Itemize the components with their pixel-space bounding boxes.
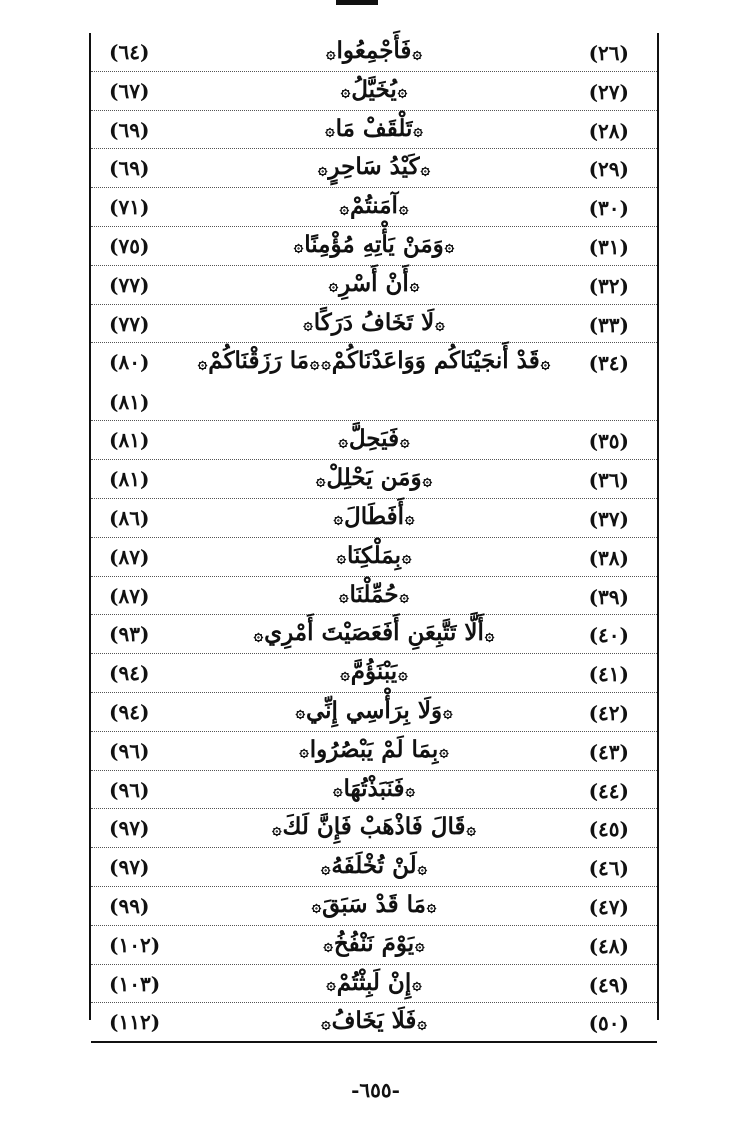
table-row (91, 343, 657, 421)
ornament-bracket-icon: ۞ (399, 586, 409, 606)
entry-number: (٤٣) (588, 739, 629, 764)
quranic-word (91, 309, 657, 336)
table-row (91, 111, 657, 150)
table-row (91, 965, 657, 1004)
top-rule-mark (336, 0, 378, 5)
page-reference: (٨٦) (109, 505, 150, 530)
entry-number: (٣٢) (588, 273, 629, 298)
entry-number: (٢٩) (588, 157, 629, 182)
quranic-word (91, 736, 657, 763)
ornament-bracket-icon: ۞ (339, 197, 350, 217)
page-reference: (٨١) (109, 390, 150, 415)
entry-number: (٤٢) (588, 700, 629, 725)
page-reference: (٩٧) (109, 855, 150, 880)
word-text: إِنْ لَبِثْتُمْ (336, 968, 412, 996)
word-text: أَفَطَالَ (344, 502, 404, 530)
ornament-bracket-icon: ۞ (197, 352, 208, 372)
table-row (91, 693, 657, 732)
ornament-bracket-icon: ۞ (326, 42, 336, 62)
table-row (91, 615, 657, 654)
word-text: وَمَن يَحْلِلْ (326, 464, 422, 492)
page-reference: (١١٢) (109, 1010, 161, 1035)
entry-number: (٥٠) (588, 1011, 629, 1036)
entry-number: (٣٠) (588, 196, 629, 221)
entry-number: (٤٥) (588, 817, 629, 842)
word-text: يَبْنَؤُمَّ (350, 658, 398, 686)
ornament-bracket-icon: ۞ (333, 780, 343, 800)
table-row (91, 654, 657, 693)
word-text: كَيْدُ سَاحِرٍ (328, 153, 420, 181)
entry-number: (٣٤) (588, 351, 629, 376)
ornament-bracket-icon: ۞ (397, 81, 408, 101)
word-text: فَيَحِلَّ (348, 425, 400, 453)
word-text: قَدْ أَنجَيْنَاكُم وَوَاعَدْنَاكُمْ (331, 347, 540, 375)
page-reference: (٨١) (109, 428, 150, 453)
page-reference: (٩٤) (109, 699, 150, 724)
quranic-word (91, 581, 657, 608)
word-text: حُمِّلْنَا (349, 580, 399, 608)
ornament-bracket-icon: ۞ (398, 663, 408, 683)
ornament-bracket-icon: ۞ (415, 935, 425, 955)
ornament-bracket-icon: ۞ (405, 780, 415, 800)
table-row (91, 499, 657, 538)
quranic-word (91, 76, 657, 103)
entry-number: (٣٥) (588, 429, 629, 454)
ornament-bracket-icon: ۞ (310, 352, 320, 372)
entry-number: (٣٣) (588, 312, 629, 337)
word-text: قَالَ فَاذْهَبْ فَإِنَّ لَكَ (282, 813, 466, 841)
index-table (89, 33, 659, 1036)
page-reference: (٨٠) (109, 350, 150, 375)
ornament-bracket-icon: ۞ (318, 158, 328, 178)
ornament-bracket-icon: ۞ (340, 81, 351, 101)
ornament-bracket-icon: ۞ (443, 702, 453, 722)
entry-number: (٣١) (588, 234, 629, 259)
word-text: فَنَبَذْتُهَا (343, 774, 405, 802)
entry-number: (٣٨) (588, 545, 629, 570)
table-row (91, 33, 657, 72)
quranic-word (91, 852, 657, 879)
entry-number: (٤١) (588, 662, 629, 687)
entry-number: (٢٨) (588, 118, 629, 143)
ornament-bracket-icon: ۞ (420, 158, 430, 178)
page-reference: (٦٩) (109, 156, 150, 181)
ornament-bracket-icon: ۞ (293, 236, 304, 256)
ornament-bracket-icon: ۞ (540, 352, 551, 372)
word-text: آمَنتُمْ (350, 192, 398, 220)
quranic-word (91, 697, 657, 724)
entry-number: (٤٧) (588, 894, 629, 919)
ornament-bracket-icon: ۞ (321, 1012, 331, 1032)
table-row (91, 887, 657, 926)
quranic-word (91, 115, 657, 142)
entry-number: (٢٦) (588, 41, 629, 65)
word-text: لَا تَخَافُ دَرَكًا (313, 308, 435, 336)
entry-number: (٣٦) (588, 468, 629, 493)
page-reference: (١٠٢) (109, 932, 161, 957)
page-reference: (٩٣) (109, 622, 150, 647)
quranic-word (91, 192, 657, 219)
ornament-bracket-icon: ۞ (435, 314, 445, 334)
quranic-word (91, 658, 657, 685)
word-text: بِمَا لَمْ يَبْصُرُوا (309, 735, 439, 763)
entry-number: (٤٩) (588, 972, 629, 997)
word-text: فَأَجْمِعُوا (336, 37, 412, 64)
word-text: بِمَلْكِنَا (347, 541, 401, 569)
quranic-word (91, 425, 657, 452)
ornament-bracket-icon: ۞ (295, 702, 305, 722)
word-text: يَوْمَ نَنْفُخُ (333, 929, 415, 957)
ornament-bracket-icon: ۞ (339, 586, 349, 606)
quranic-word (91, 503, 657, 530)
page-reference: (٧٧) (109, 272, 150, 297)
table-row (91, 848, 657, 887)
table-row (91, 188, 657, 227)
ornament-bracket-icon: ۞ (404, 508, 415, 528)
ornament-bracket-icon: ۞ (466, 818, 476, 838)
ornament-bracket-icon: ۞ (272, 818, 282, 838)
quranic-word (91, 464, 657, 491)
ornament-bracket-icon: ۞ (401, 547, 412, 567)
table-row (91, 227, 657, 266)
ornament-bracket-icon: ۞ (484, 624, 495, 644)
quranic-word (91, 37, 657, 64)
table-row (91, 538, 657, 577)
ornament-bracket-icon: ۞ (444, 236, 455, 256)
word-text: تَلْقَفْ مَا (335, 114, 413, 142)
entry-number: (٣٧) (588, 506, 629, 531)
ornament-bracket-icon: ۞ (422, 469, 432, 489)
ornament-bracket-icon: ۞ (409, 275, 420, 295)
table-row (91, 577, 657, 616)
quranic-word (91, 930, 657, 957)
table-row (91, 926, 657, 965)
table-row (91, 1003, 657, 1043)
page-reference: (١٠٣) (109, 971, 161, 996)
word-text: يُخَيَّلُ (351, 75, 397, 103)
page-reference: (٦٧) (109, 78, 150, 103)
entry-number: (٣٩) (588, 584, 629, 609)
quranic-word (91, 1007, 657, 1034)
word-text: أَنْ أَسْرِ (339, 269, 409, 297)
page-reference: (٨٧) (109, 544, 150, 569)
table-row (91, 305, 657, 344)
ornament-bracket-icon: ۞ (439, 741, 449, 761)
table-row (91, 72, 657, 111)
quranic-word (91, 813, 657, 840)
ornament-bracket-icon: ۞ (398, 197, 409, 217)
ornament-bracket-icon: ۞ (320, 857, 331, 877)
table-row (91, 421, 657, 460)
word-text: لَنْ تُخْلَفَهُ (331, 852, 417, 880)
ornament-bracket-icon: ۞ (323, 935, 333, 955)
page-reference: (٩٦) (109, 777, 150, 802)
quranic-word (91, 542, 657, 569)
quranic-word (91, 619, 657, 646)
entry-number: (٤٦) (588, 856, 629, 881)
word-text: مَا قَدْ سَبَقَ (322, 890, 426, 918)
ornament-bracket-icon: ۞ (303, 314, 313, 334)
entry-number: (٤٠) (588, 623, 629, 648)
table-row (91, 771, 657, 810)
page-reference: (٧٥) (109, 233, 150, 258)
table-row (91, 149, 657, 188)
page-reference: (٩٧) (109, 816, 150, 841)
ornament-bracket-icon: ۞ (326, 974, 336, 994)
table-row (91, 809, 657, 848)
ornament-bracket-icon: ۞ (340, 663, 350, 683)
ornament-bracket-icon: ۞ (321, 352, 331, 372)
quranic-word (91, 153, 657, 180)
page-reference: (٦٩) (109, 117, 150, 142)
page-reference: (٧٧) (109, 311, 150, 336)
quranic-word (91, 775, 657, 802)
ornament-bracket-icon: ۞ (325, 120, 335, 140)
ornament-bracket-icon: ۞ (333, 508, 343, 528)
quranic-word (91, 891, 657, 918)
page-reference: (٨٧) (109, 583, 150, 608)
ornament-bracket-icon: ۞ (412, 42, 422, 62)
page-reference: (٩٤) (109, 661, 150, 686)
page-reference: (٨١) (109, 467, 150, 492)
quranic-word (91, 347, 657, 374)
quranic-word (91, 231, 657, 258)
table-row (91, 732, 657, 771)
page-reference: (٧١) (109, 195, 150, 220)
ornament-bracket-icon: ۞ (417, 857, 428, 877)
page-number: -٦٥٥- (351, 1078, 400, 1102)
word-text: أَلَّا تَتَّبِعَنِ أَفَعَصَيْتَ أَمْرِي (264, 619, 484, 647)
word-text: وَلَا بِرَأْسِي إِنِّي (305, 696, 443, 724)
quranic-word (91, 969, 657, 996)
ornament-bracket-icon: ۞ (299, 741, 309, 761)
ornament-bracket-icon: ۞ (311, 896, 322, 916)
ornament-bracket-icon: ۞ (413, 120, 423, 140)
ornament-bracket-icon: ۞ (336, 547, 347, 567)
ornament-bracket-icon: ۞ (400, 430, 410, 450)
ornament-bracket-icon: ۞ (412, 974, 422, 994)
ornament-bracket-icon: ۞ (417, 1012, 427, 1032)
word-text: فَلَا يَخَافُ (331, 1007, 417, 1035)
ornament-bracket-icon: ۞ (328, 275, 339, 295)
entry-number: (٢٧) (588, 79, 629, 104)
ornament-bracket-icon: ۞ (316, 469, 326, 489)
word-text: مَا رَزَقْنَاكُمْ (208, 347, 310, 375)
ornament-bracket-icon: ۞ (426, 896, 437, 916)
quranic-word (91, 270, 657, 297)
ornament-bracket-icon: ۞ (253, 624, 264, 644)
ornament-bracket-icon: ۞ (338, 430, 348, 450)
table-row (91, 460, 657, 499)
page-reference: (٩٦) (109, 738, 150, 763)
entry-number: (٤٤) (588, 778, 629, 803)
word-text: وَمَنْ يَأْتِهِ مُؤْمِنًا (304, 230, 444, 258)
page-reference: (٦٤) (109, 40, 150, 64)
entry-number: (٤٨) (588, 933, 629, 958)
table-row (91, 266, 657, 305)
page-reference: (٩٩) (109, 893, 150, 918)
